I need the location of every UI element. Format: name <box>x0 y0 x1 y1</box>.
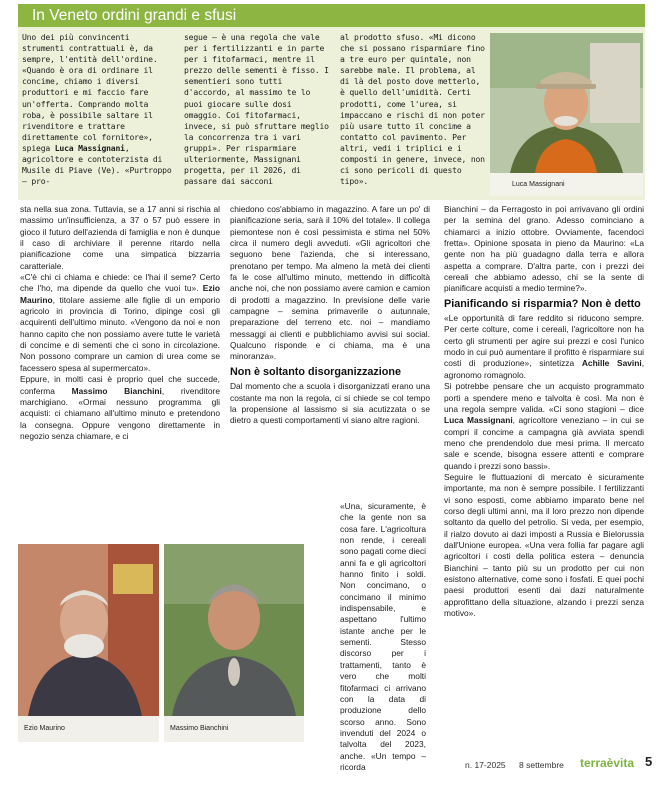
photo-massimo-bianchini <box>164 544 304 742</box>
brand-logo: terraèvita <box>580 756 635 770</box>
person-name: Achille Savini <box>581 358 642 369</box>
issue-number: n. 17-2025 <box>465 760 506 770</box>
panel-text: segue – è una regola che vale per i fertilizzanti e in parte per i fitofarmaci, mentre il prezzo delle sementi è fisso. I sementieri sono tutti d'accordo, al massimo te lo puoi giocare sulle dosi omaggio. Coi fitofarmaci, invece, si può sfruttare meglio la concorrenza tra i vari gruppi». Per risparmiare ulteriormente, Massignani progetta, per il 2026, di passare dai sacconi <box>184 32 329 187</box>
panel-text: Uno dei più convincenti strumenti contrattuali è, da sempre, l'entità dell'ordine. «Quando è ora di ordinare il concime, chiamo i diversi produttori e mi faccio fare un'offerta. Comprando molta roba, è possibile saltare il rivenditore e trattare direttamente col fornitore», spiega <box>22 32 158 153</box>
subheading: Pianificando si risparmia? Non è detto <box>444 297 641 310</box>
paragraph: sta nella sua zona. Tuttavia, se a 17 anni si rischia al massimo un'insufficienza, a 37 o 57 può essere in gioco il futuro dell'azienda di famiglia e non è dunque il caso di archiviare il perenne ritardo nella pianificazione come una simpatica bizzarria caratteriale. <box>20 204 220 271</box>
paragraph: «Le opportunità di fare reddito si riducono sempre. Per certe colture, come i cereali, l'agricoltore non ha certo gli strumenti per agire sui prezzi e così l'unico modo in cui può aumentare il profitto è risparmiare sui costi di produzione», sintetizza <box>444 313 644 369</box>
panel-column-1 <box>22 32 174 198</box>
photo-caption: Ezio Maurino <box>24 725 65 732</box>
section-banner <box>18 4 645 27</box>
portrait-image <box>490 33 643 173</box>
person-name: Luca Massignani <box>54 142 125 153</box>
paragraph: Bianchini – da Ferragosto in poi arrivavano gli ordini per la semina del grano. Adesso cominciano a chiamarci a inizio ottobre. Ovviamente, facendoci fretta». Opinione sposata in pieno da Maurino: «La gente non ha più guadagno dalla terra e allora aspetta a comprare. D'altra parte, con i prezzi dei cereali che abbiamo adesso, chi se la sente di pianificare acquisti a medio termine?». <box>444 204 644 294</box>
article-column-middle-narrow <box>340 501 426 773</box>
paragraph: , agronomo romagnolo. <box>444 358 644 380</box>
page-number: 5 <box>645 754 653 769</box>
panel-column-3 <box>340 32 488 198</box>
photo-luca-massignani <box>490 33 643 196</box>
paragraph: Dal momento che a scuola i disorganizzati erano una costante ma non la regola, ci si chiede se col tempo la propensione al lassismo si sia acutizzata o se dietro a questi comportamenti vi siano altre ragioni. <box>230 381 430 426</box>
portrait-image <box>164 544 304 716</box>
person-name: Luca Massignani <box>444 415 513 426</box>
paragraph: «C'è chi ci chiama e chiede: ce l'hai il seme? Certo che l'ho, ma dipende da quello che vuoi tu». <box>20 272 220 294</box>
subheading: Non è soltanto disorganizzazione <box>230 365 401 378</box>
panel-text: , agricoltore e contoterzista di Musile di Piave (Ve). «Purtroppo – pro- <box>22 142 172 187</box>
article-column-middle <box>230 204 430 500</box>
article-column-left <box>20 204 220 534</box>
paragraph: «Una, sicuramente, è che la gente non sa cosa fare. L'agricoltura non rende, i cereali sono pagati come dieci anni fa e gli agricoltori hanno finito i soldi. Non concimano, o concimano il minimo indispensabile, e aspettano l'ultimo istante anche per le sementi. Stesso discorso per i trattamenti, tanto è vero che molti fitofarmaci ci arrivano con la data di produzione dello scorso anno. Sono invenduti del 2024 o talvolta del 2023, anche. «Un tempo – ricorda <box>340 501 426 772</box>
paragraph: Si potrebbe pensare che un acquisto programmato porti a spendere meno e talvolta è così. Ma non è una regola sempre valida. «Ci sono stagioni – dice <box>444 381 644 414</box>
person-name: Ezio Maurino <box>20 283 220 305</box>
paragraph: Eppure, in molti casi è proprio quel che succede, conferma <box>20 374 220 396</box>
photo-caption: Massimo Bianchini <box>170 725 229 732</box>
photo-caption: Luca Massignani <box>512 181 565 188</box>
paragraph: , titolare assieme alle figlie di un emporio agricolo in provincia di Torino, dipinge così gli acquirenti dell'ultimo minuto. «Vengono da noi e non hanno capito che non possiamo avere tutte le varietà di concime e di sementi che ci sono in circolazione. Non possono comprare un camion di urea come se facessero spesa al supermercato». <box>20 294 220 373</box>
photo-ezio-maurino <box>18 544 159 742</box>
panel-text: al prodotto sfuso. «Mi dicono che si possano risparmiare fino a tre euro per quintale, non sarebbe male. Il problema, al di là del posto dove metterlo, è quello dell'umidità. Certi prodotti, come l'urea, si impaccano e rischi di non poter più usare tutto il concime a contatto col pavimento. Per altri, vedi i triplici e i composti in genere, invece, non ci sono pericoli di questo tipo». <box>340 32 485 187</box>
article-column-right <box>444 204 644 749</box>
panel-column-2 <box>184 32 332 198</box>
paragraph: , rivenditore marchigiano. «Ormai nessuno programma gli acquisti: ci chiamano all'ultimo minuto e pretendono la consegna. Oppure vengono direttamente in negozio senza chiamare, e ci <box>20 385 220 441</box>
issue-date: 8 settembre <box>519 760 564 770</box>
section-title: In Veneto ordini grandi e sfusi <box>32 7 237 24</box>
paragraph: , agricoltore veneziano – in cui se compri il concime a campagna già avviata spendi meno che prendendolo due mesi prima. Il mercato sale e scende, bisogna essere attenti e comprare quando i prezzi sono bassi». <box>444 415 644 471</box>
paragraph: Seguire le fluttuazioni di mercato è sicuramente importante, ma non è sempre possibile. I fertilizzanti vi sono esposti, come abbiamo imparato bene nel corso degli ultimi anni, ma il loro prezzo non dipende soltanto da quello del petrolio. Si veda, per esempio, il rialzo dovuto ai dazi imposti a Russia e Bielorussia dall'Unione europea. «Una vera follia far pagare agli agricoltori i costi della politica estera – denuncia Bianchini – tanto più su un prodotto per cui non esistono alternative, come sono i fosfati. E quei pochi paesi produttori esenti dai dazi naturalmente approfittano della situazione, alzando i prezzi senza motivo». <box>444 471 644 619</box>
person-name: Massimo Bianchini <box>71 385 162 396</box>
paragraph: chiedono cos'abbiamo in magazzino. A fare un po' di pianificazione seria, sarà il 10% del totale». Il collega piemontese non è così pessimista e stima nel 50% circa il numero degli avveduti. «Gli agricoltori che seguono bene l'azienda, che si interessano, prenotano per tempo. Ma almeno la metà dei clienti fa le cose all'ultimo minuto, mettendo in difficoltà anche noi, che non possiamo avere camion e camion di prodotti a magazzino. In previsione delle varie campagne – semina primaverile o autunnale, preparazione del terreno etc. noi – mandiamo messaggi ai clienti e pubblichiamo avvisi sui social. Qualcuno risponde e ci chiama, ma è una minoranza». <box>230 204 430 362</box>
portrait-image <box>18 544 159 716</box>
